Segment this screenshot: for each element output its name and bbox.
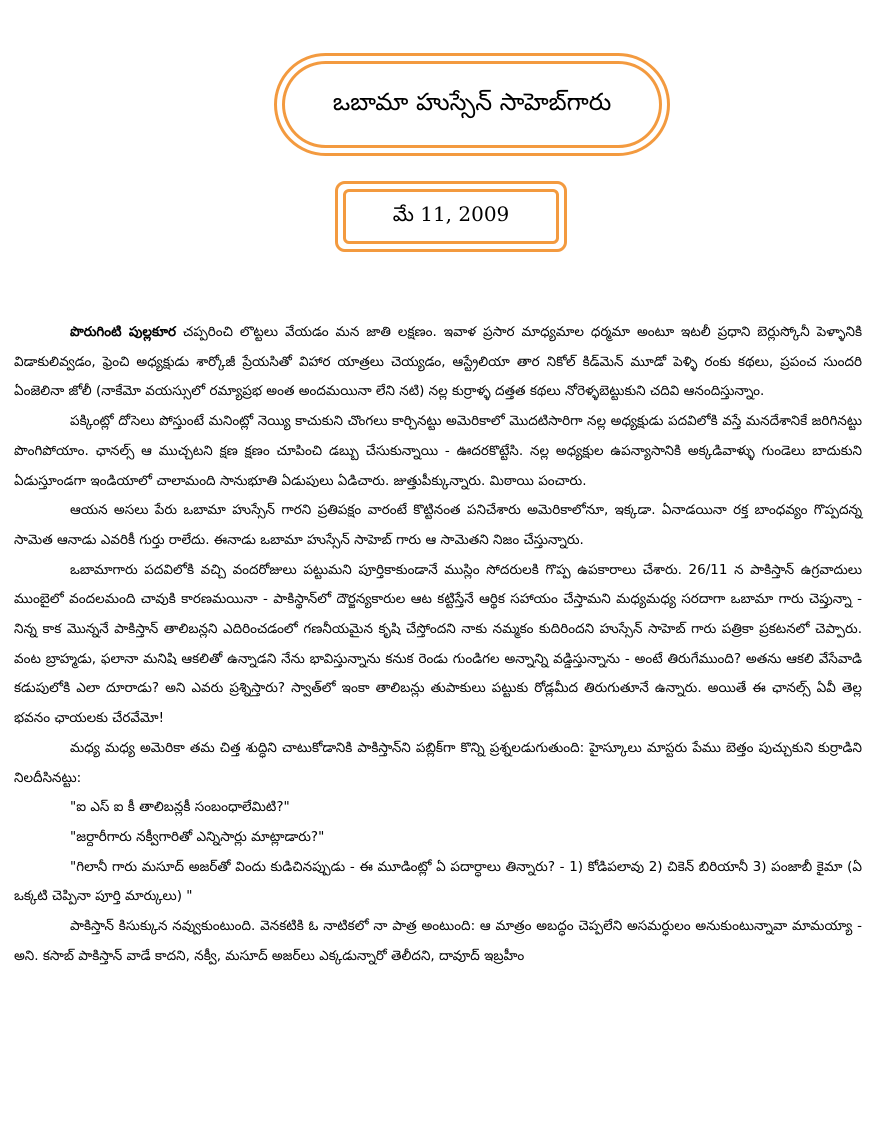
- paragraph-2: పక్కింట్లో దోసెలు పోస్తుంటే మనింట్లో నెయ్యి కాచుకుని చొంగలు కార్చినట్టు అమెరికాలో మొదటిసారిగా నల్ల అధ్యక్షుడు పదవిలోకి వస్తే మనదేశానికే జరిగినట్టు పొంగిపోయాం. ఛానల్స్ ఆ ముచ్చటని క్షణ క్షణం చూపించి డబ్బు చేసుకున్నాయి - ఊదరకొట్టేసి. నల్ల అధ్యక్షుల ఉపన్యాసానికి అక్కడివాళ్ళు గుండెలు బాదుకుని ఏడుస్తూండగా ఇండియాలో చాలామంది సానుభూతి ఏడుపులు ఏడిచారు. జుత్తుపీక్కున్నారు. మిఠాయి పంచారు.: [14, 413, 862, 489]
- paragraph-4: ఒబామాగారు పదవిలోకి వచ్చి వందరోజులు పట్టుమని పూర్తికాకుండానే ముస్లిం సోదరులకి గొప్ప ఉపకారాలు చేశారు. 26/11 న పాకిస్తాన్ ఉగ్రవాదులు ముంబైలో వందలమంది చావుకి కారణమయినా - పాకిస్థాన్‌లో దౌర్జన్యకారుల ఆట కట్టిస్తేనే ఆర్థిక సహాయం చేస్తామని మధ్యమధ్య సరదాగా ఒబామా గారు చెప్తున్నా - నిన్న కాక మొన్ననే పాకిస్తాన్ తాలిబన్లని ఎదిరించడంలో గణనీయమైన కృషి చేస్తోందని నాకు నమ్మకం కుదిరిందని హుస్సేన్ సాహెబ్ గారు పత్రికా ప్రకటనలో చెప్పారు. వంట బ్రాహ్మడు, ఫలానా మనిషి ఆకలితో ఉన్నాడని నేను భావిస్తున్నాను కనుక రెండు గుండిగల అన్నాన్ని వడ్డిస్తున్నాను - అంటే తిరుగేముంది? అతను ఆకలి వేసేవాడి కడుపులోకి ఎలా దూరాడు? అని ఎవరు ప్రశ్నిస్తారు? స్వాత్‌లో ఇంకా తాలిబన్లు తుపాకులు పట్టుకు రోడ్లమీద తిరుగుతూనే ఉన్నారు. అయితే ఈ ఛానల్స్ ఏవీ తెల్ల భవనం ఛాయలకు చేరవేమో!: [14, 561, 862, 727]
- paragraph-3: ఆయన అసలు పేరు ఒబామా హుస్సేన్ గారని ప్రతిపక్షం వారంటే కొట్టినంత పనిచేశారు అమెరికాలోనూ, ఇక్కడా. ఏనాడయినా రక్త బాంధవ్యం గొప్పదన్న సామెత ఆనాడు ఎవరికీ గుర్తు రాలేదు. ఈనాడు ఒబామా హుస్సేన్ సాహెబ్ గారు ఆ సామెతని నిజం చేస్తున్నారు.: [14, 502, 862, 548]
- date-frame: [335, 181, 567, 252]
- publish-date: మే 11, 2009: [343, 189, 559, 244]
- paragraph-5: మధ్య మధ్య అమెరికా తమ చిత్త శుద్ధిని చాటుకోడానికి పాకిస్తాన్‌ని పబ్లిక్‌గా కొన్ని ప్రశ్నలడుగుతుంది: హైస్కూలు మాస్టరు పేము బెత్తం పుచ్చుకుని కుర్రాడిని నిలదీసినట్టు:: [14, 739, 862, 786]
- title-frame: [274, 53, 670, 156]
- page-title: ఒబామా హుస్సేన్ సాహెబ్‌గారు: [282, 61, 662, 148]
- closing-paragraph: పాకిస్తాన్ కిసుక్కున నవ్వుకుంటుంది. వెనకటికి ఓ నాటికలో నా పాత్ర అంటుంది: ఆ మాత్రం అబద్ధం చెప్పలేని అసమర్ధులం అనుకుంటున్నావా మామయ్యా - అని. కసాబ్ పాకిస్తాన్ వాడే కాదని, నక్వీ, మసూద్ అజర్‌లు ఎక్కడున్నారో తెలీదని, దావూద్ ఇబ్రహీం: [14, 918, 862, 964]
- paragraph-text: చప్పరించి లొట్టలు వేయడం మన జాతి లక్షణం. ఇవాళ ప్రసార మాధ్యమాల ధర్మమా అంటూ ఇటలీ ప్రధాని బెర్లుస్కోనీ పెళ్ళానికి విడాకులివ్వడం, ఫ్రెంచి అధ్యక్షుడు శార్కోజీ ప్రేయసితో విహార యాత్రలు చెయ్యడం, ఆస్ట్రేలియా తార నికోల్ కిడ్‌మెన్ మూడో పెళ్ళి రంకు కథలు, ప్రపంచ సుందరి ఏంజెలినా జోలీ (నాకేమో వయస్సులో రమ్యాప్రభ అంత అందమయినా లేని నటి) నల్ల కుర్రాళ్ళ దత్తత కథలు నోరెళ్ళబెట్టుకుని చదివి ఆనందిస్తున్నాం.: [14, 324, 863, 400]
- quote-2: "జర్దారీగారు నక్వీగారితో ఎన్నిసార్లు మాట్లాడారు?": [70, 828, 325, 845]
- article-body: [14, 318, 862, 971]
- paragraph-1: [14, 318, 862, 407]
- quote-1: "ఐ ఎస్ ఐ కీ తాలిబన్లకీ సంబంధాలేమిటి?": [70, 799, 290, 816]
- quote-3: "గిలానీ గారు మసూద్ అజర్‌తో విందు కుడిచినప్పుడు - ఈ మూడింట్లో ఏ పదార్ధాలు తిన్నారు? - 1) కోడిపలావు 2) చికెన్ బిరియానీ 3) పంజాబీ కైమా (ఏ ఒక్కటి చెప్పినా పూర్తి మార్కులు) ": [14, 858, 862, 905]
- column-name: పొరుగింటి పుల్లకూర: [70, 324, 177, 340]
